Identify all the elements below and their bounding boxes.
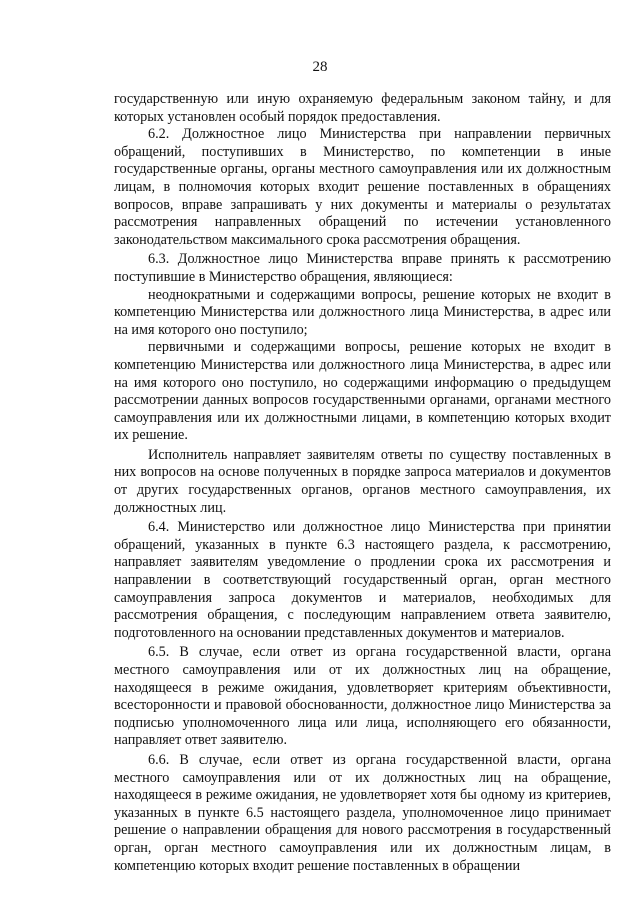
page-number: 28 bbox=[312, 59, 328, 75]
document-body bbox=[114, 91, 611, 875]
paragraph-6-6: 6.6. В случае, если ответ из органа государственной власти, органа местного самоуправления или от их должностных лиц на обращение, находящееся в режиме ожидания, не удовлетворяет хотя бы одному из критериев, указанных в пункте 6.5 настоящего раздела, уполномоченное лицо принимает решение о направлении обращения для нового рассмотрения в государственный орган, орган местного самоуправления или их должностным лицам, в компетенцию которых входит решение поставленных в обращении bbox=[114, 751, 611, 874]
paragraph-6-3-item-repeated: неоднократными и содержащими вопросы, решение которых не входит в компетенцию Министерства или должностного лица Министерства, в адрес или на имя которого оно поступило; bbox=[114, 286, 611, 338]
paragraph-6-3-item-primary: первичными и содержащими вопросы, решение которых не входит в компетенцию Министерства или должностного лица Министерства, в адрес или на имя которого оно поступило, но содержащими информацию о предыдущем рассмотрении данных вопросов государственными органами, органами местного самоуправления или их должностными лицами, в компетенцию которых входит их решение. bbox=[114, 339, 611, 444]
paragraph-continuation: государственную или иную охраняемую федеральным законом тайну, и для которых установлен особый порядок предоставления. bbox=[114, 91, 611, 125]
paragraph-executor: Исполнитель направляет заявителям ответы по существу поставленных в них вопросов на основе полученных в порядке запроса материалов и документов от других государственных органов, органов местного самоуправления, их должностных лиц. bbox=[114, 446, 611, 516]
paragraph-6-3: 6.3. Должностное лицо Министерства вправе принять к рассмотрению поступившие в Министерство обращения, являющиеся: bbox=[114, 251, 611, 285]
paragraph-6-2: 6.2. Должностное лицо Министерства при направлении первичных обращений, поступивших в Министерство, по компетенции в иные государственные органы, органы местного самоуправления или их должностным лицам, в полномочия которых входит решение поставленных в обращениях вопросов, вправе запрашивать у них документы и материалы о результатах рассмотрения направленных обращений по истечении установленного законодательством максимального срока рассмотрения обращения. bbox=[114, 126, 611, 248]
paragraph-6-5: 6.5. В случае, если ответ из органа государственной власти, органа местного самоуправления или от их должностных лиц на обращение, находящееся в режиме ожидания, удовлетворяет критериям объективности, всесторонности и правовой обоснованности, должностное лицо Министерства за подписью уполномоченного лица или лица, исполняющего его обязанности, направляет ответ заявителю. bbox=[114, 644, 611, 749]
paragraph-6-4: 6.4. Министерство или должностное лицо Министерства при принятии обращений, указанных в пункте 6.3 настоящего раздела, к рассмотрению, направляет заявителям уведомление о продлении срока их рассмотрения и направлении в соответствующий государственный орган, орган местного самоуправления запроса документов и материалов, необходимых для рассмотрения обращения, с последующим направлением ответа заявителю, подготовленного на основании представленных документов и материалов. bbox=[114, 519, 611, 641]
